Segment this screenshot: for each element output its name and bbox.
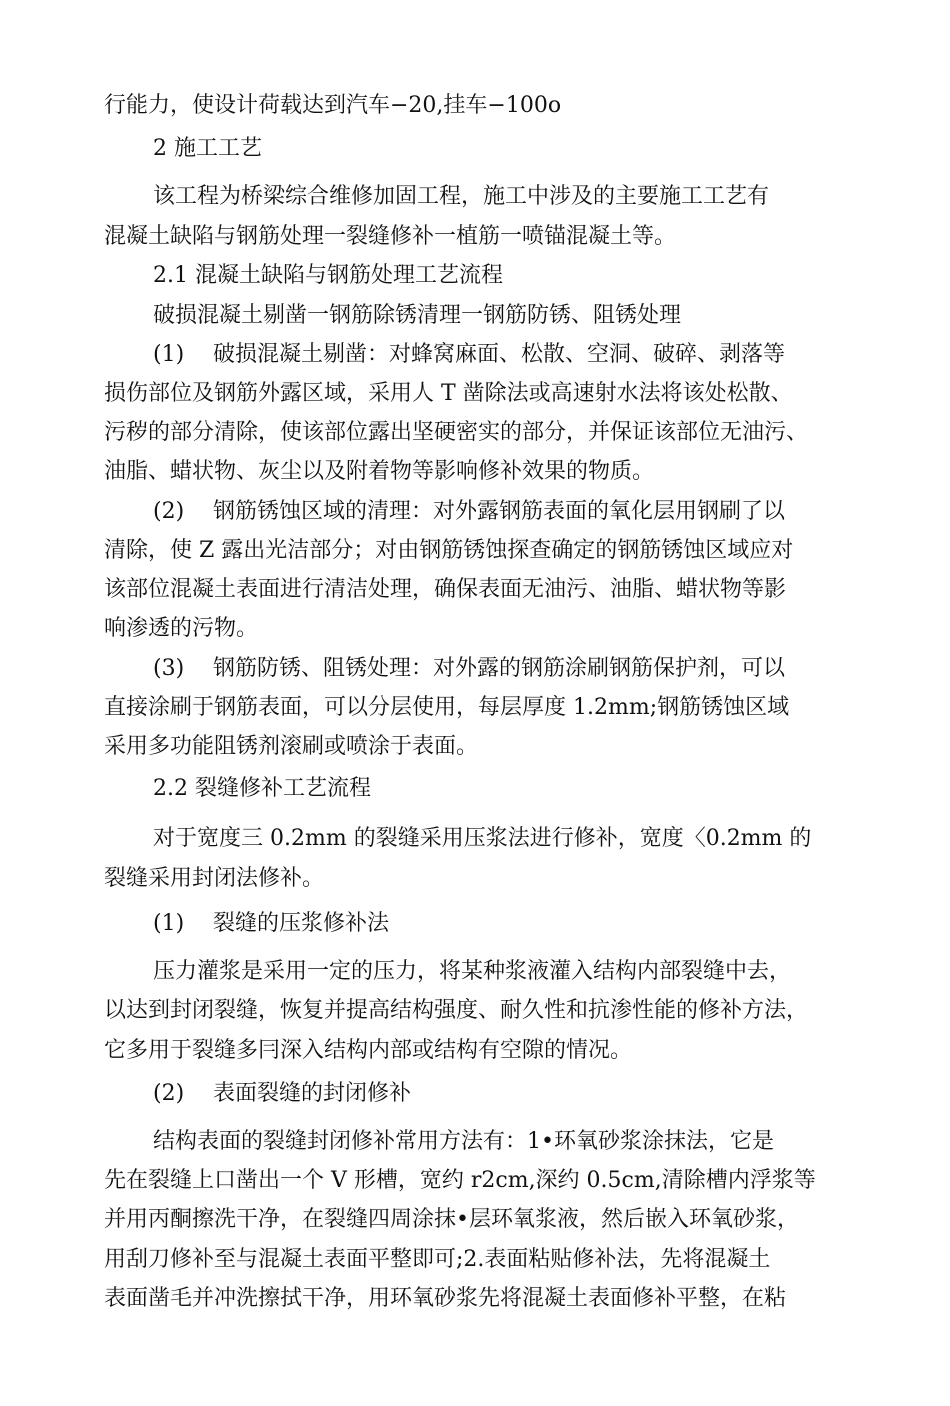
list-item — [153, 655, 785, 683]
text-line: 对于宽度三 0.2mm 的裂缝采用压浆法进行修补，宽度〈0.2mm 的 — [153, 826, 812, 851]
text-line: 破损混凝土剔凿：对蜂窝麻面、松散、空洞、破碎、剥落等 — [213, 342, 786, 367]
text-line: 行能力，使设计荷载达到汽车−20,挂车−100o — [104, 93, 562, 118]
text-line: 裂缝采用封闭法修补。 — [104, 866, 325, 891]
item-number: (1) — [153, 342, 185, 367]
subsection-heading: 2.2 裂缝修补工艺流程 — [153, 776, 371, 801]
text-line: 压力灌浆是采用一定的压力，将某种浆液灌入结构内部裂缝中去， — [153, 959, 792, 984]
text-line: 并用丙酮擦洗干净，在裂缝四周涂抹•层环氧浆液，然后嵌入环氧砂浆， — [104, 1207, 799, 1232]
text-line: 裂缝的压浆修补法 — [213, 911, 390, 936]
text-line: 用刮刀修补至与混凝土表面平整即可;2.表面粘贴修补法，先将混凝土 — [104, 1247, 771, 1272]
text-line: 采用多功能阻锈剂滚刷或喷涂于表面。 — [104, 734, 479, 759]
text-line: 它多用于裂缝多冃深入结构内部或结构有空隙的情况。 — [104, 1038, 633, 1063]
section-heading: 2 施工工艺 — [153, 136, 262, 161]
text-line: 表面裂缝的封闭修补 — [213, 1081, 412, 1106]
text-line: 损伤部位及钢筋外露区域，采用人 T 凿除法或高速射水法将该处松散、 — [104, 381, 793, 406]
text-line: 混凝土缺陷与钢筋处理一裂缝修补一植筋一喷锚混凝土等。 — [104, 224, 677, 249]
subsection-heading: 2.1 混凝土缺陷与钢筋处理工艺流程 — [153, 263, 503, 288]
text-line: 先在裂缝上口凿出一个 V 形槽，宽约 r2cm,深约 0.5cm,清除槽内浮浆等 — [104, 1168, 816, 1193]
text-line: 破损混凝土剔凿一钢筋除锈清理一钢筋防锈、阻锈处理 — [153, 303, 682, 328]
text-line: 以达到封闭裂缝，恢复并提高结构强度、耐久性和抗渗性能的修补方法， — [104, 998, 809, 1023]
text-line: 表面凿毛并冲洗擦拭干净，用环氧砂浆先将混凝土表面修补平整，在粘 — [104, 1286, 787, 1311]
text-line: 结构表面的裂缝封闭修补常用方法有：1•环氧砂浆涂抹法，它是 — [153, 1129, 774, 1154]
text-line: 钢筋锈蚀区域的清理：对外露钢筋表面的氧化层用钢刷了以 — [213, 499, 786, 524]
item-number: (2) — [153, 1081, 185, 1106]
list-item — [153, 1080, 411, 1108]
text-line: 该工程为桥梁综合维修加固工程，施工中涉及的主要施工工艺有 — [153, 184, 770, 209]
text-line: 该部位混凝土表面进行清洁处理，确保表面无油污、油脂、蜡状物等影 — [104, 577, 787, 602]
text-line: 响渗透的污物。 — [104, 616, 259, 641]
list-item — [153, 910, 389, 938]
list-item — [153, 341, 785, 369]
item-number: (3) — [153, 656, 185, 681]
text-line: 污秽的部分清除，使该部位露出坚硬密实的部分，并保证该部位无油污、 — [104, 420, 809, 445]
list-item — [153, 498, 785, 526]
item-number: (1) — [153, 911, 185, 936]
text-line: 清除，使 Z 露出光洁部分；对由钢筋锈蚀探查确定的钢筋锈蚀区域应对 — [104, 538, 794, 563]
text-line: 直接涂刷于钢筋表面，可以分层使用，每层厚度 1.2mm;钢筋锈蚀区域 — [104, 695, 790, 720]
text-line: 油脂、蜡状物、灰尘以及附着物等影响修补效果的物质。 — [104, 459, 655, 484]
item-number: (2) — [153, 499, 185, 524]
text-line: 钢筋防锈、阻锈处理：对外露的钢筋涂刷钢筋保护剂，可以 — [213, 656, 786, 681]
